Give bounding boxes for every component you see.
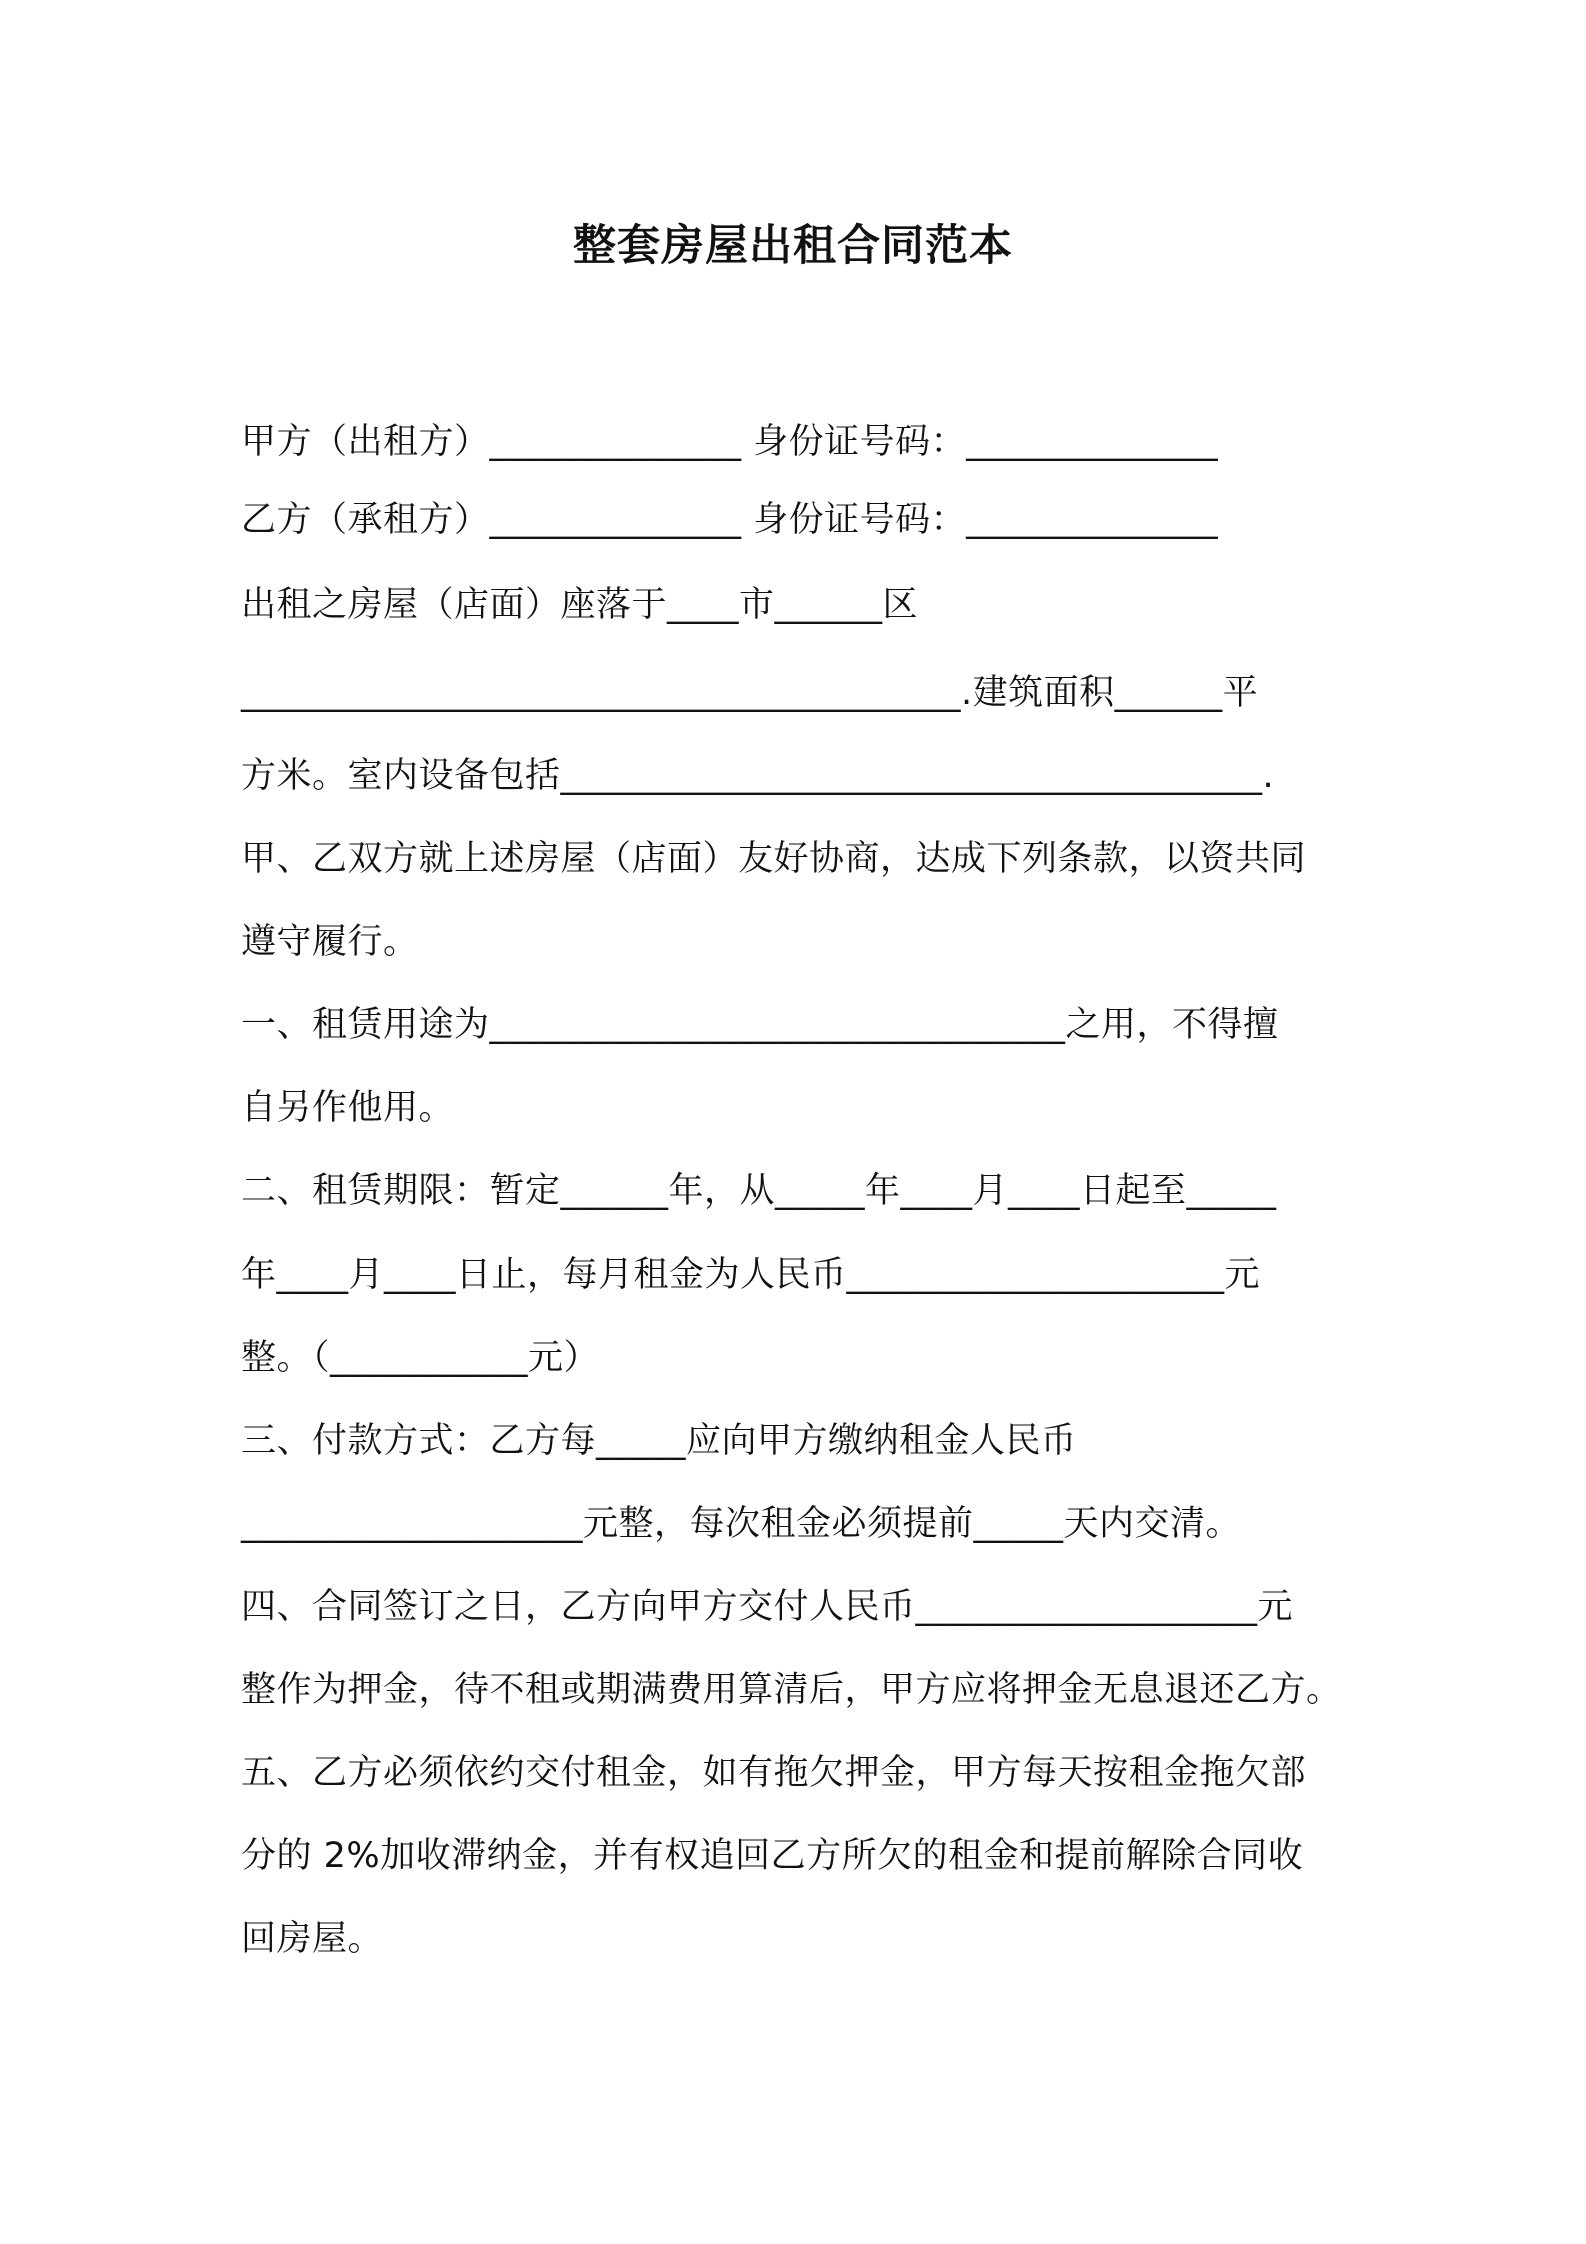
clause-2-term: 二、租赁期限：暂定______年，从_____年____月____日起至_____	[241, 1171, 1277, 1211]
text-line-lessor: 甲方（出租方）______________ 身份证号码：______________	[241, 422, 1219, 462]
text-line-lessee: 乙方（承租方）______________ 身份证号码：______________	[241, 500, 1219, 540]
clause-2-term-cont: 年____月____日止，每月租金为人民币_____________________元	[241, 1255, 1261, 1295]
clause-5-late-fee-end: 回房屋。	[241, 1919, 384, 1959]
clause-4-deposit-cont: 整作为押金，待不租或期满费用算清后，甲方应将押金无息退还乙方。	[241, 1670, 1342, 1710]
clause-1-purpose-cont: 自另作他用。	[241, 1088, 455, 1128]
text-line-agreement: 甲、乙双方就上述房屋（店面）友好协商，达成下列条款，以资共同	[241, 839, 1307, 879]
clause-1-purpose: 一、租赁用途为________________________________之用，不得擅	[241, 1005, 1279, 1045]
clause-4-deposit: 四、合同签订之日，乙方向甲方交付人民币___________________元	[241, 1587, 1294, 1627]
text-line-area: ________________________________________.建筑面积______平	[241, 673, 1259, 713]
clause-3-payment-cont: ___________________元整，每次租金必须提前_____天内交清。	[241, 1504, 1242, 1544]
text-line-location: 出租之房屋（店面）座落于____市______区	[241, 585, 919, 625]
clause-5-late-fee-cont: 分的 2%加收滞纳金，并有权追回乙方所欠的租金和提前解除合同收	[241, 1836, 1304, 1876]
document-title: 整套房屋出租合同范本	[573, 221, 1013, 271]
text-line-equipment: 方米。室内设备包括_______________________________________.	[241, 756, 1275, 796]
clause-2-term-end: 整。（___________元）	[241, 1338, 600, 1378]
clause-3-payment: 三、付款方式：乙方每_____应向甲方缴纳租金人民币	[241, 1421, 1077, 1461]
clause-5-late-fee: 五、乙方必须依约交付租金，如有拖欠押金，甲方每天按租金拖欠部	[241, 1753, 1307, 1793]
text-line-agreement-cont: 遵守履行。	[241, 922, 419, 962]
